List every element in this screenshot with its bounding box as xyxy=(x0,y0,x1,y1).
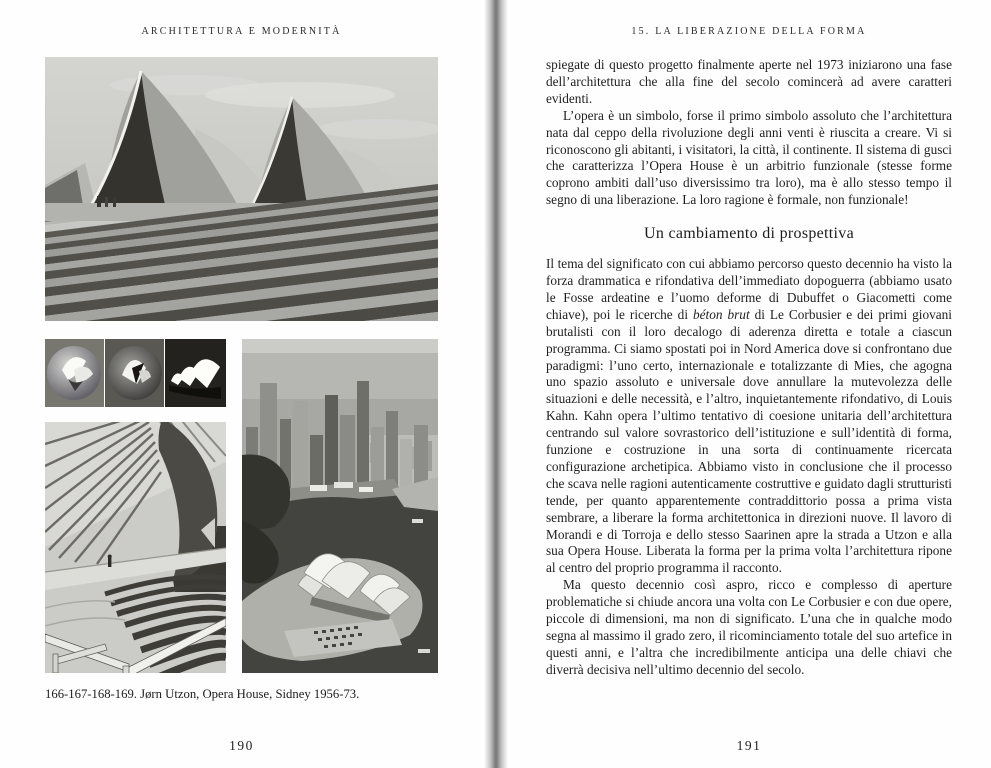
section-heading: Un cambiamento di prospettiva xyxy=(644,225,854,243)
figure-caption: 166-167-168-169. Jørn Utzon, Opera House, Sidney 1956-73. xyxy=(45,687,360,701)
paragraph-4: Ma questo decennio così aspro, ricco e complesso di aperture problematiche si chiude ancora una volta con Le Corbusier e con due opere, piccole di dimensioni, ma non di significato. L’una che in qualche modo segna al massimo il grado zero, il ricominciamento totale del suo artefice in questi anni, e l’altra che incredibilmente anticipa una delle chiavi che diverrà decisiva nell’ultimo decennio del secolo. xyxy=(546,577,952,677)
photo-opera-house-interior-stairs xyxy=(45,422,226,673)
page-number-left: 190 xyxy=(229,738,254,753)
paragraph-1: spiegate di questo progetto finalmente aperte nel 1973 iniziarono una fase dell’architettura che alla fine del secolo comincerà ad avere caratteri evidenti. xyxy=(546,57,952,106)
paragraph-3-lead: Il tema del significato con cui abbiamo percorso questo decennio ha visto la forza drammatica e rifondativa dell’immediato dopoguerra (abbiamo usato le Fosse ardeatine e l’uomo deforme di Dubuffet o Giacometti come chiave), poi le ricerche di xyxy=(546,256,952,322)
paragraph-3-tail: di Le Corbusier e dei primi giovani brutalisti con il loro decalogo di aderenza diretta e totale a ciascun programma. Ci siamo spostati poi in Nord America dove si confrontano due paradigmi: l’uno certo, internazionale e totalizzante di Mies, che agogna uno spazio assoluto e universale dove annullare la mutevolezza delle situazioni e delle necessità, e l’altro, inquietantemente rifondativo, di Louis Kahn. Kahn opera l’ultimo tentativo di coesione unitaria dell’architettura centrando sul valore sovrastorico dell’istituzione e sull’identità di forma, funzione e costruzione in una sorta di continuamente ricercata configurazione archetipica. Abbiamo visto in conclusione che il processo che scava nelle ragioni autenticamente costruttive e guidato dagli strutturisti tende, per quanto apparentemente contraddittorio possa a prima vista sembrare, a liberare la forma architettonica in direzioni nuove. Il lavoro di Morandi e di Torroja e dello stesso Saarinen apre la strada a Utzon e alla sua Opera House. Liberata la forma per la prima volta l’architettura ripone al centro del proprio programma il racconto. xyxy=(546,306,952,576)
body-text-column xyxy=(546,57,952,679)
photo-sydney-harbour-aerial xyxy=(242,339,438,673)
sphere-model-1 xyxy=(47,346,101,400)
beton-brut-italic: béton brut xyxy=(692,306,750,322)
page-number-right: 191 xyxy=(736,738,762,753)
running-head-right: 15. LA LIBERAZIONE DELLA FORMA xyxy=(631,26,867,37)
figure-strip-sphere-models xyxy=(45,339,226,407)
paragraph-3 xyxy=(546,256,952,577)
running-head-left: ARCHITETTURA E MODERNITÀ xyxy=(141,26,342,37)
photo-opera-house-shells xyxy=(45,57,438,321)
sphere-model-2 xyxy=(108,346,162,400)
book-gutter-shadow xyxy=(484,0,508,768)
paragraph-2: L’opera è un simbolo, forse il primo simbolo assoluto che l’architettura nata dal ceppo della rivoluzione degli anni venti è riuscita a creare. Vi si riconoscono gli abitanti, i visitatori, la città, il continente. Il sistema di gusci che caratterizza l’Opera House è un arbitrio funzionale (stesse forme coprono ambiti dall’uso diversissimo tra loro), ma è allo stesso tempo il segno di una liberazione. La loro ragione è formale, non funzionale! xyxy=(546,107,952,208)
